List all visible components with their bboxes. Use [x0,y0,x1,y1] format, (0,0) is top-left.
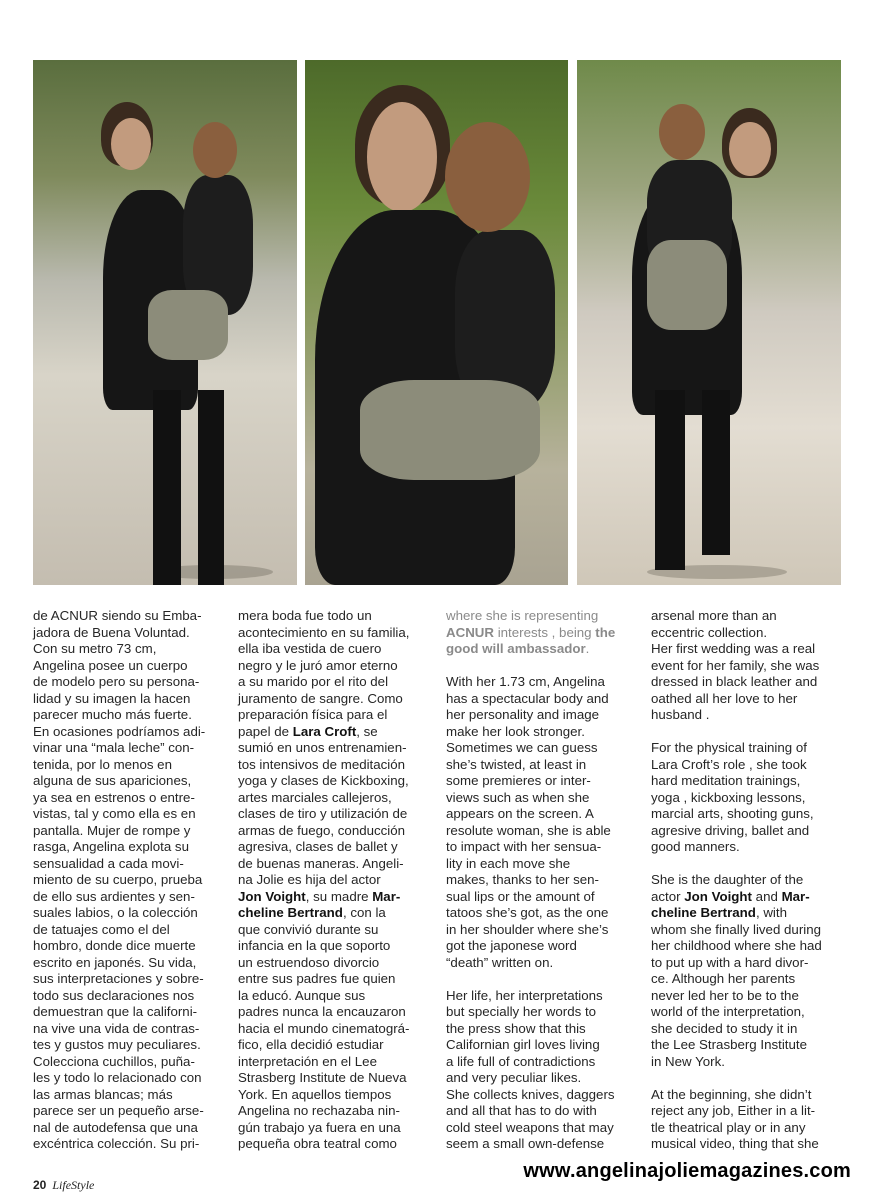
text-run: the [595,624,616,640]
text-line: ce. Although her parents [651,971,796,986]
woman-leg [198,390,224,585]
text-line [238,905,434,922]
text-line: rasga, Angelina explota su [33,839,189,854]
text-line: cold steel weapons that may [446,1119,614,1135]
text-line: hombro, donde dice muerte [33,938,196,953]
child-shorts [148,290,228,360]
text-line: got the japonese word [446,938,577,953]
text-line: sual lips or the amount of [446,888,595,904]
child-head [659,104,705,160]
text-run: , su madre [305,888,373,904]
text-line: a su marido por el rito del [238,674,389,689]
text-line: de buenas maneras. Angeli- [238,855,404,871]
text-line: lity in each move she [446,855,571,871]
text-line: vistas, tal y como ella es en [33,806,196,821]
paragraph [651,1087,841,1153]
text-line: her childhood where she had [651,938,822,953]
good-will-ambassador: good will ambassador [446,641,586,656]
text-line: yoga y clases de Kickboxing, [238,773,409,788]
text-run: , with [755,905,787,920]
paragraph [651,740,841,856]
text-line: Con su metro 73 cm, [33,641,157,656]
text-line: appears on the screen. A [446,806,594,821]
magazine-name: LifeStyle [52,1178,95,1192]
text-line [651,905,841,922]
text-line: artes marciales callejeros, [238,789,392,805]
text-line: escrito en japonés. Su vida, [33,954,197,970]
text-line: good manners. [651,839,740,854]
text-line: entre sus padres fue quien [238,971,396,986]
text-line: miento de su cuerpo, prueba [33,872,203,887]
text-line: na Jolie es hija del actor [238,872,381,887]
text-line: suales labios, o la colección [33,905,198,920]
text-line: she’s twisted, at least in [446,756,587,772]
text-line: excéntrica colección. Su pri- [33,1136,200,1151]
text-line: tos intensivos de meditación [238,756,406,772]
woman-leg [655,390,685,570]
text-run: and [751,888,782,904]
child-shorts [360,380,540,480]
name-marcheline: Mar- [781,888,810,904]
text-run: , con la [342,905,386,920]
text-run: interests , being [494,624,596,640]
child-head [445,122,530,232]
text-line: to impact with her sensua- [446,839,602,854]
text-line [651,889,841,906]
name-marcheline: Mar- [372,888,401,904]
text-line: the press show that this [446,1020,586,1036]
text-line: some premieres or inter- [446,773,591,788]
text-line: tenida, por lo menos en [33,756,172,772]
woman-leg [702,390,730,555]
text-line: sumió en unos entrenamien- [238,740,407,755]
text-line: nal de autodefensa que una [33,1119,198,1135]
text-line: jadora de Buena Voluntad. [33,624,190,640]
text-line: makes, thanks to her sen- [446,872,599,887]
text-line [446,641,636,658]
website-watermark: www.angelinajoliemagazines.com [523,1160,851,1182]
text-line: dressed in black leather and [651,674,818,689]
child-head [193,122,237,178]
text-line: seem a small own-defense [446,1136,605,1151]
text-line: agresiva, clases de ballet y [238,839,398,854]
text-line: With her 1.73 cm, Angelina [446,674,605,689]
text-line: musical video, thing that she [651,1136,819,1151]
article-column-1 [33,608,223,1153]
name-marcheline: cheline Bertrand [238,905,343,920]
text-line: na vive una vida de contras- [33,1020,200,1036]
text-line: juramento de sangre. Como [238,690,403,706]
text-run: papel de [238,723,293,739]
photo-1 [33,60,297,585]
text-line: whom she finally lived during [651,921,821,937]
text-line: que convivió durante su [238,921,379,937]
text-line: a life full of contradictions [446,1053,596,1069]
text-line: Strasberg Institute de Nueva [238,1070,407,1085]
text-line: At the beginning, she didn’t [651,1086,812,1102]
text-line: ya sea en estrenos o entre- [33,789,195,805]
text-line: todo sus declaraciones nos [33,987,195,1003]
text-line: acontecimiento en su familia, [238,624,410,640]
name-lara-croft: Lara Croft [292,723,357,739]
photo-2 [305,60,568,585]
text-line: arsenal more than an [651,608,777,623]
text-line: clases de tiro y utilización de [238,806,408,821]
text-line: views such as when she [446,789,590,805]
text-line: Lara Croft’s role , she took [651,756,807,772]
text-line: agresive driving, ballet and [651,822,810,838]
text-line: eccentric collection. [651,624,768,640]
text-line: event for her family, she was [651,657,820,673]
text-line [238,889,434,906]
article-column-2 [238,608,434,1153]
text-line: parecer mucho más fuerte. [33,707,192,722]
text-line: in New York. [651,1053,725,1069]
text-run: . [585,641,590,656]
text-line: where she is representing [446,608,599,623]
text-line: mera boda fue todo un [238,608,372,623]
text-line: la educó. Aunque sus [238,987,366,1003]
text-line: the Lee Strasberg Institute [651,1037,807,1052]
text-line: preparación física para el [238,707,388,722]
text-line: “death” written on. [446,954,554,970]
name-marcheline: cheline Bertrand [651,905,756,920]
child-shorts [647,240,727,330]
text-line: but specially her words to [446,1004,597,1019]
text-line: gún trabajo ya fuera en una [238,1119,401,1135]
name-jon-voight: Jon Voight [238,888,306,904]
text-line: negro y le juró amor eterno [238,657,398,673]
text-line: Sometimes we can guess [446,740,598,755]
text-line: yoga , kickboxing lessons, [651,789,806,805]
text-run: , se [356,723,378,739]
woman-face [111,118,151,170]
text-line: She is the daughter of the [651,872,804,887]
paragraph [446,674,636,971]
text-line: de ello sus ardientes y sen- [33,888,195,904]
text-line: de modelo pero su persona- [33,674,200,689]
text-line: and very peculiar likes. [446,1070,582,1085]
text-line [238,724,434,741]
text-line: Colecciona cuchillos, puña- [33,1053,195,1069]
paragraph [651,922,841,1071]
text-line: She collects knives, daggers [446,1086,615,1102]
paragraph [446,988,636,1153]
text-line: hard meditation trainings, [651,773,801,788]
text-line: vinar una “mala leche” con- [33,740,195,755]
woman-face [729,122,771,176]
text-line: de tatuajes como el del [33,921,170,937]
text-line: fico, ella decidió estudiar [238,1037,384,1052]
page-number: 20 [33,1178,47,1192]
text-line: pequeña obra teatral como [238,1136,397,1151]
text-line: marcial arts, shooting guns, [651,806,814,821]
text-line: de ACNUR siendo su Emba- [33,608,202,623]
text-line: in her shoulder where she’s [446,921,609,937]
text-line: tle theatrical play or in any [651,1119,806,1135]
text-line: Californian girl loves living [446,1037,600,1052]
text-line: alguna de sus apariciones, [33,773,192,788]
text-line: never led her to be to the [651,987,799,1003]
text-line: oathed all her love to her [651,690,798,706]
woman-face [367,102,437,212]
text-line: Her first wedding was a real [651,641,816,656]
text-line: tatoos she’s got, as the one [446,905,609,920]
text-line: has a spectacular body and [446,690,609,706]
text-line: Her life, her interpretations [446,987,603,1003]
woman-leg [153,390,181,585]
text-line: parece ser un pequeño arse- [33,1103,204,1118]
text-line: hacia el mundo cinematográ- [238,1020,410,1036]
text-line: York. En aquellos tiempos [238,1086,392,1102]
text-line: sus interpretaciones y sobre- [33,971,204,986]
text-line: reject any job, Either in a lit- [651,1103,816,1118]
text-line: to put up with a hard divor- [651,954,809,970]
text-line: sensualidad a cada movi- [33,855,184,871]
text-line: En ocasiones podríamos adi- [33,723,206,739]
page-footer [33,1178,94,1193]
text-line: Angelina posee un cuerpo [33,657,188,673]
text-line: and all that has to do with [446,1103,597,1118]
text-line: padres nunca la encauzaron [238,1004,406,1019]
text-line [446,625,636,642]
text-line: world of the interpretation, [651,1004,805,1019]
text-line: For the physical training of [651,740,807,755]
text-line: interpretación en el Lee [238,1053,377,1069]
article-column-3 [446,608,636,1153]
text-line: demuestran que la californi- [33,1004,198,1019]
text-line: tes y gustos muy peculiares. [33,1037,201,1052]
text-line: infancia en la que soporto [238,938,391,953]
text-line: Angelina no rechazaba nin- [238,1103,400,1118]
text-line: husband . [651,707,710,722]
paragraph [651,608,841,724]
text-line: she decided to study it in [651,1020,798,1036]
text-line: lidad y su imagen la hacen [33,690,191,706]
article-column-4 [651,608,841,1153]
name-acnur: ACNUR [446,624,495,640]
name-jon-voight: Jon Voight [684,888,752,904]
text-run: actor [651,888,685,904]
text-line: resolute woman, she is able [446,822,611,838]
text-line: un estruendoso divorcio [238,954,380,970]
text-line: make her look stronger. [446,723,585,739]
text-line: her personality and image [446,707,600,722]
text-line: las armas blancas; más [33,1086,173,1102]
text-line: les y todo lo relacionado con [33,1070,202,1085]
text-line: pantalla. Mujer de rompe y [33,822,191,838]
text-line: ella iba vestida de cuero [238,641,382,656]
text-line: armas de fuego, conducción [238,822,406,838]
photo-3 [577,60,841,585]
